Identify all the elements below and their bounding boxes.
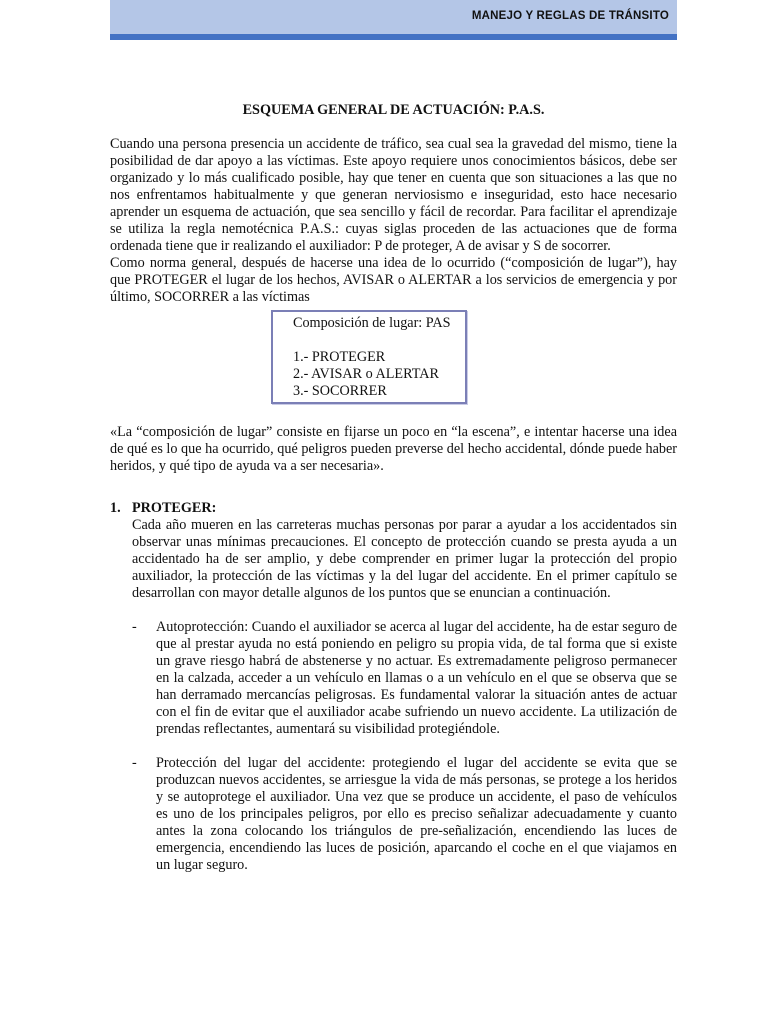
document-body <box>110 102 677 874</box>
pas-item-rescue: 3.- SOCORRER <box>293 383 387 399</box>
pas-box-title: Composición de lugar: PAS <box>293 315 451 331</box>
section-title: PROTEGER: <box>132 500 217 516</box>
rule-paragraph: Como norma general, después de hacerse una idea de lo ocurrido (“composición de lugar”), hay que PROTEGER el lugar de los hechos, AVISAR o ALERTAR a los servicios de emergencia y por último, SOCORRER a las víctimas <box>110 255 677 305</box>
page-header <box>110 0 677 34</box>
section-body <box>132 517 677 602</box>
list-item <box>132 619 677 738</box>
quote-paragraph: «La “composición de lugar” consiste en fijarse un poco en “la escena”, e intentar hacerse una idea de qué es lo que ha ocurrido, qué peligros pueden preverse del hecho accidental, dónde puede haber heridos, y qué tipo de ayuda va a ser necesaria». <box>110 424 677 474</box>
bullet-dash: - <box>132 755 137 771</box>
bullet-text: Protección del lugar del accidente: protegiendo el lugar del accidente se evita que se produzcan nuevos accidentes, se arriesgue la vida de más personas, se protege a los heridos y se autoprotege el auxiliador. Una vez que se produce un accidente, el paso de vehículos es uno de los principales peligros, por ello es preciso señalizar adecuadamente y cuanto antes la zona colocando los triángulos de pre-señalización, encendiendo las luces de emergencia, encendiendo las luces de posición, aparcando el coche en el que viajamos en un lugar seguro. <box>156 755 677 873</box>
bullet-dash: - <box>132 619 137 635</box>
pas-item-alert: 2.- AVISAR o ALERTAR <box>293 366 439 382</box>
list-item <box>132 755 677 874</box>
header-title: MANEJO Y REGLAS DE TRÁNSITO <box>471 10 669 22</box>
section-number: 1. <box>110 500 121 516</box>
section-heading <box>110 500 677 517</box>
document-title: ESQUEMA GENERAL DE ACTUACIÓN: P.A.S. <box>242 102 545 118</box>
intro-paragraph: Cuando una persona presencia un accidente de tráfico, sea cual sea la gravedad del mismo, tiene la posibilidad de dar apoyo a las víctimas. Este apoyo requiere unos conocimientos básicos, debe ser organizado y lo más cualificado posible, hay que tener en cuenta que son situaciones a las que no nos enfrentamos habitualmente y que generan nerviosismo e inseguridad, esto hace necesario aprender un esquema de actuación, que sea sencillo y fácil de recordar. Para facilitar el aprendizaje se utiliza la regla nemotécnica P.A.S.: cuyas siglas proceden de las actuaciones que de forma ordenada tiene que ir realizando el auxiliador: P de proteger, A de avisar y S de socorrer. <box>110 136 677 254</box>
bullet-text: Autoprotección: Cuando el auxiliador se acerca al lugar del accidente, ha de estar seguro de que al prestar ayuda no está poniendo en peligro su propia vida, de tal forma que si existe un grave riesgo habrá de abstenerse y no actuar. Es extremadamente peligroso permanecer en la calzada, acceder a un vehículo en llamas o a un vehículo en el que se observa que se han derramado mercancías peligrosas. Es fundamental valorar la situación antes de actuar con el fin de evitar que el auxiliador acabe sufriendo un nuevo accidente. La utilización de prendas reflectantes, aumentará su visibilidad protegiéndole. <box>156 619 677 737</box>
pas-item-protect: 1.- PROTEGER <box>293 349 386 365</box>
section-paragraph: Cada año mueren en las carreteras muchas personas por parar a ayudar a los accidentados sin observar unas mínimas precauciones. El concepto de protección cuando se presta ayuda a un accidentado ha de ser amplio, y debe comprender en primer lugar la protección del propio auxiliador, la protección de las víctimas y la del lugar del accidente. En el primer capítulo se desarrollan con mayor detalle algunos de los puntos que se enuncian a continuación. <box>132 517 677 601</box>
pas-summary-box <box>271 310 467 404</box>
header-rule <box>110 34 677 40</box>
